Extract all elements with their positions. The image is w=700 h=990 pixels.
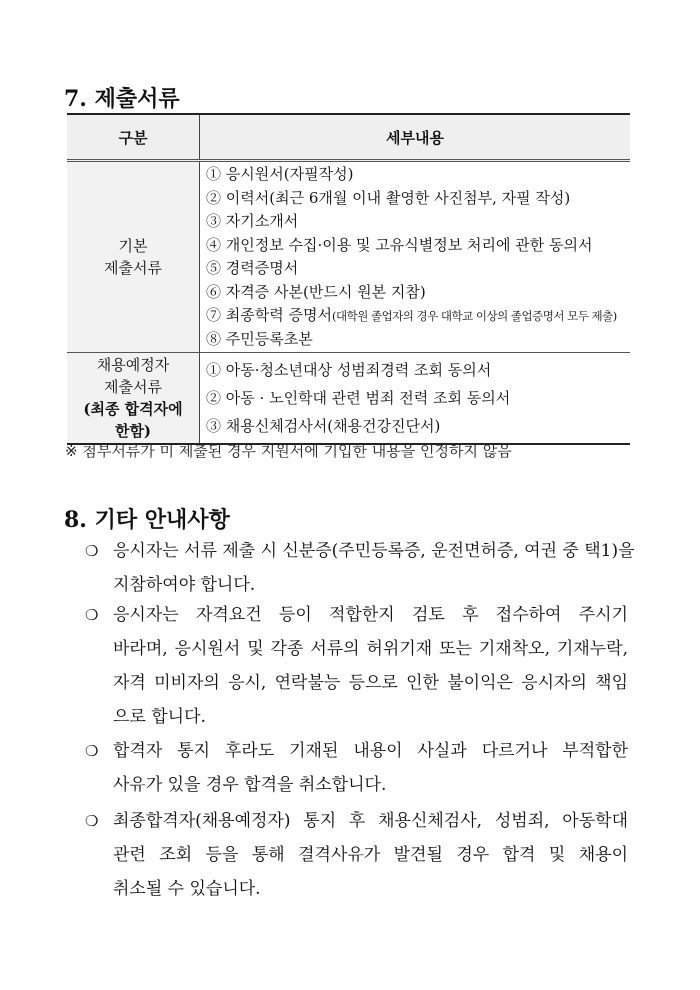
item-number: ③ — [206, 417, 222, 435]
item-number: ② — [206, 188, 222, 207]
notice-item — [85, 598, 635, 734]
item-text: 경력증명서 — [225, 259, 299, 277]
notice-line: 응시자는 자격요건 등이 적합한지 검토 후 접수하여 주시기 — [113, 605, 628, 625]
item-text: 최종학력 증명서 — [225, 306, 332, 324]
item-subnote: (대학원 졸업자의 경우 대학교 이상의 졸업증명서 모두 제출) — [332, 309, 617, 323]
table-header-row — [67, 114, 630, 161]
bullet-circle-icon: ❍ — [85, 812, 99, 830]
section-7-title: 7. 제출서류 — [64, 86, 180, 112]
section-8-title: 8. 기타 안내사항 — [64, 507, 230, 533]
header-category: 구분 — [67, 114, 200, 161]
item-text: 자기소개서 — [225, 212, 299, 230]
document-item — [206, 281, 629, 305]
documents-table — [67, 113, 630, 445]
category-label: 제출서류 — [104, 378, 162, 396]
notice-item — [85, 534, 635, 602]
item-text: 응시원서(자필작성) — [225, 165, 354, 183]
bullet-circle-icon: ❍ — [85, 542, 99, 560]
details-cell — [200, 353, 631, 445]
notice-line: 사유가 있을 경우 합격을 취소합니다. — [113, 775, 387, 795]
details-cell — [200, 161, 631, 353]
category-label: 제출서류 — [104, 259, 162, 277]
table-note: ※ 첨부서류가 미 제출된 경우 지원서에 기입한 내용을 인정하지 않음 — [65, 442, 512, 460]
document-item — [206, 257, 629, 281]
table-row — [67, 353, 630, 445]
bullet-circle-icon: ❍ — [85, 742, 99, 760]
item-number: ⑧ — [206, 329, 222, 348]
category-label: (최종 합격자에 — [83, 400, 183, 418]
item-text: 이력서(최근 6개월 이내 촬영한 사진첨부, 자필 작성) — [225, 188, 571, 207]
header-details: 세부내용 — [200, 114, 631, 161]
document-item — [206, 187, 629, 211]
notice-item — [85, 734, 635, 802]
document-item — [206, 234, 629, 258]
item-number: ② — [206, 389, 222, 407]
notice-line: 으로 합니다. — [113, 707, 206, 727]
bullet-circle-icon: ❍ — [85, 606, 99, 624]
notice-line: 바라며, 응시원서 및 각종 서류의 허위기재 또는 기재착오, 기재누락, — [113, 639, 628, 659]
document-item — [206, 412, 629, 440]
item-text: 주민등록초본 — [225, 329, 313, 348]
item-number: ① — [206, 165, 222, 183]
category-label: 채용예정자 — [96, 356, 170, 374]
item-number: ⑦ — [206, 306, 222, 324]
document-item — [206, 210, 629, 234]
item-text: 채용신체검사서(채용건강진단서) — [225, 417, 441, 435]
notice-line: 응시자는 서류 제출 시 신분증(주민등록증, 운전면허증, 여권 중 택1)을 — [113, 541, 635, 561]
document-item — [206, 328, 629, 352]
item-number: ③ — [206, 212, 222, 230]
item-text: 아동·청소년대상 성범죄경력 조회 동의서 — [225, 361, 492, 379]
notice-line: 자격 미비자의 응시, 연락불능 등으로 인한 불이익은 응시자의 책임 — [113, 673, 628, 693]
notice-item — [85, 804, 635, 906]
notice-line: 취소될 수 있습니다. — [113, 879, 261, 899]
item-number: ④ — [206, 235, 222, 254]
notice-line: 관련 조회 등을 통해 결격사유가 발견될 경우 합격 및 채용이 — [113, 845, 628, 865]
notice-line: 최종합격자(채용예정자) 통지 후 채용신체검사, 성범죄, 아동학대 — [113, 811, 628, 831]
document-item — [206, 384, 629, 412]
category-cell — [67, 353, 200, 445]
item-number: ⑤ — [206, 259, 222, 277]
item-text: 자격증 사본(반드시 원본 지참) — [225, 282, 426, 301]
notice-line: 합격자 통지 후라도 기재된 내용이 사실과 다르거나 부적합한 — [113, 741, 628, 761]
table-row — [67, 161, 630, 353]
item-number: ⑥ — [206, 282, 222, 301]
document-item — [206, 163, 629, 187]
item-text: 개인정보 수집·이용 및 고유식별정보 처리에 관한 동의서 — [225, 235, 593, 254]
notice-line: 지참하여야 합니다. — [113, 575, 256, 595]
document-item — [206, 356, 629, 384]
item-text: 아동 · 노인학대 관련 범죄 전력 조회 동의서 — [225, 389, 511, 407]
category-label: 기본 — [118, 237, 148, 255]
category-cell — [67, 161, 200, 353]
category-label: 한함) — [114, 422, 152, 440]
item-number: ① — [206, 361, 222, 379]
document-item — [206, 304, 629, 328]
